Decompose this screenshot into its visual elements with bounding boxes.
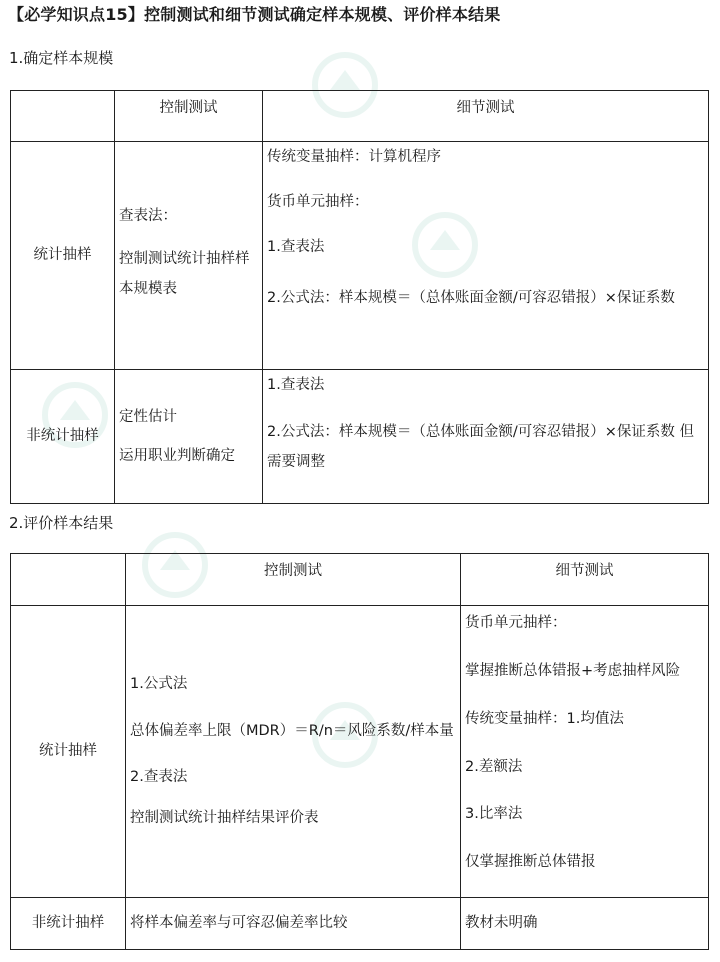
row-label: 非统计抽样 [11, 898, 126, 950]
detail-test-cell [461, 606, 709, 898]
cell-line: 定性估计 [119, 408, 177, 425]
cell-line: 仅掌握推断总体错报 [465, 854, 596, 871]
table-header-row [11, 554, 709, 606]
header-control-test: 控制测试 [126, 554, 461, 606]
detail-test-cell [263, 370, 709, 504]
header-blank-cell [11, 91, 115, 142]
row-label: 统计抽样 [11, 142, 115, 370]
cell-line: 掌握推断总体错报+考虑抽样风险 [465, 662, 681, 679]
cell-line: 总体偏差率上限（MDR）＝R/n＝风险系数/样本量 [130, 723, 454, 740]
table-row [11, 142, 709, 370]
cell-line: 教材未明确 [465, 915, 538, 932]
cell-line: 传统变量抽样：1.均值法 [465, 710, 624, 727]
row-label: 非统计抽样 [11, 370, 115, 504]
header-detail-test: 细节测试 [461, 554, 709, 606]
cell-line: 货币单元抽样： [267, 193, 369, 210]
cell-line: 传统变量抽样：计算机程序 [267, 149, 441, 165]
cell-line: 3.比率法 [465, 806, 523, 823]
cell-line: 运用职业判断确定 [119, 447, 235, 464]
cell-line: 1.查表法 [267, 377, 325, 393]
cell-line: 查表法： [119, 208, 177, 225]
cell-line: 控制测试统计抽样结果评价表 [130, 809, 319, 826]
cell-line: 控制测试统计抽样样本规模表 [119, 250, 250, 297]
header-control-test: 控制测试 [115, 91, 263, 142]
row-label: 统计抽样 [11, 606, 126, 898]
control-test-cell [115, 142, 263, 370]
evaluate-results-table [10, 553, 709, 950]
table-row [11, 370, 709, 504]
table-row [11, 898, 709, 950]
control-test-cell [126, 606, 461, 898]
cell-line: 2.查表法 [130, 769, 188, 786]
section-heading-evaluate-results: 2.评价样本结果 [9, 514, 114, 532]
cell-line: 1.查表法 [267, 238, 325, 255]
cell-line: 2.差额法 [465, 758, 523, 775]
section-heading-sample-size: 1.确定样本规模 [9, 49, 114, 67]
header-blank-cell [11, 554, 126, 606]
cell-line: 2.公式法：样本规模＝（总体账面金额/可容忍错报）×保证系数 [267, 289, 675, 306]
detail-test-cell [263, 142, 709, 370]
table-row [11, 606, 709, 898]
header-detail-test: 细节测试 [263, 91, 709, 142]
cell-line: 2.公式法：样本规模＝（总体账面金额/可容忍错报）×保证系数 但需要调整 [267, 423, 694, 470]
cell-line: 将样本偏差率与可容忍偏差率比较 [130, 915, 348, 932]
control-test-cell [126, 898, 461, 950]
detail-test-cell [461, 898, 709, 950]
page-title: 【必学知识点15】控制测试和细节测试确定样本规模、评价样本结果 [8, 5, 501, 24]
sample-size-table [10, 90, 709, 504]
cell-line: 货币单元抽样： [465, 615, 567, 631]
table-header-row [11, 91, 709, 142]
cell-line: 1.公式法 [130, 676, 188, 693]
control-test-cell [115, 370, 263, 504]
